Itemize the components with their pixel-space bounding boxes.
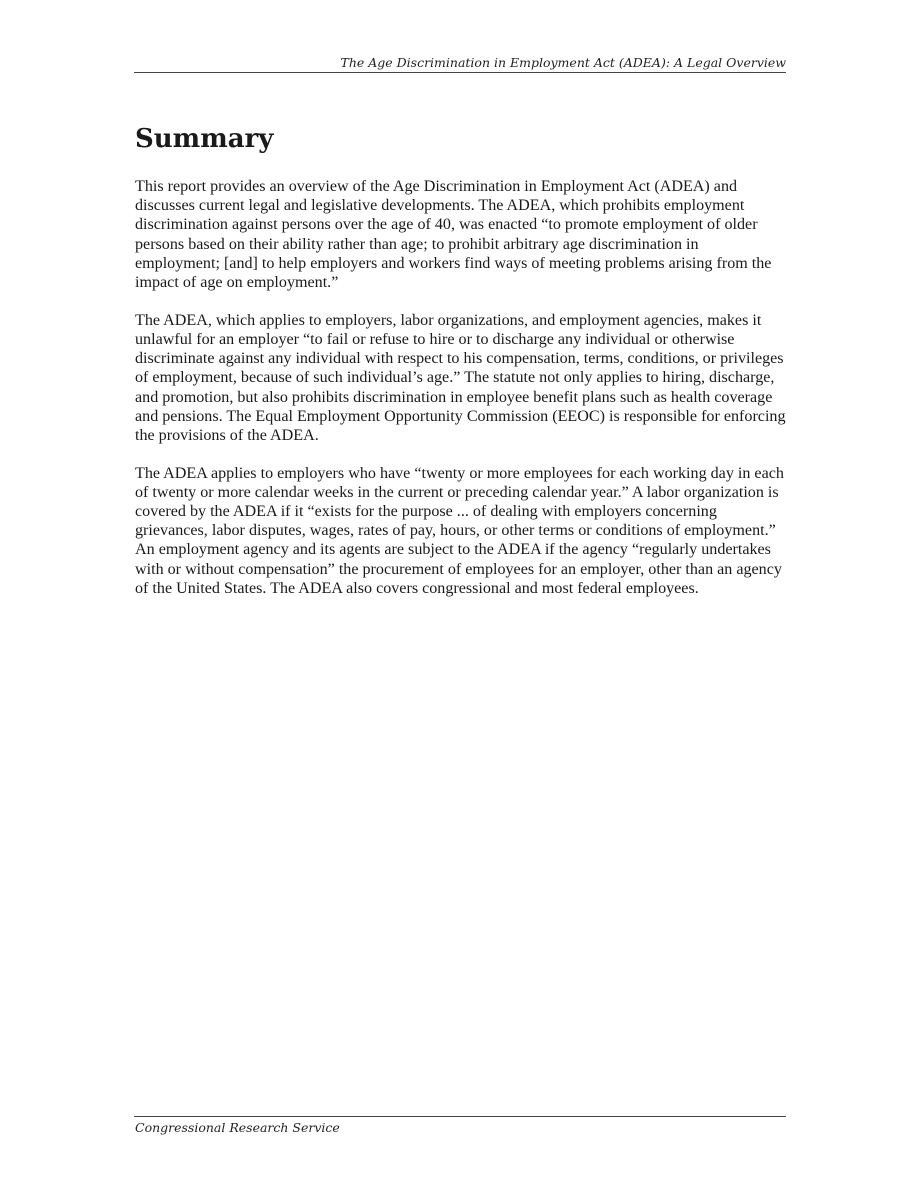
footer-source: Congressional Research Service xyxy=(135,1120,340,1135)
header-divider xyxy=(134,72,786,73)
paragraph-scope: The ADEA, which applies to employers, labor organizations, and employment agencies, makes it unlawful for an employer “to fail or refuse to hire or to discharge any individual or otherwise discriminate against any individual with respect to his compensation, terms, conditions, or privileges of employment, because of such individual’s age.” The statute not only applies to hiring, discharge, and promotion, but also prohibits discrimination in employee benefit plans such as health coverage and pensions. The Equal Employment Opportunity Commission (EEOC) is responsible for enforcing the provisions of the ADEA. xyxy=(135,311,786,444)
section-title: Summary xyxy=(135,124,274,154)
paragraph-overview: This report provides an overview of the Age Discrimination in Employment Act (ADEA) and discusses current legal and legislative developments. The ADEA, which prohibits employment discrimination against persons over the age of 40, was enacted “to promote employment of older persons based on their ability rather than age; to prohibit arbitrary age discrimination in employment; [and] to help employers and workers find ways of meeting problems arising from the impact of age on employment.” xyxy=(135,178,772,292)
paragraph-coverage: The ADEA applies to employers who have “twenty or more employees for each working day in each of twenty or more calendar weeks in the current or preceding calendar year.” A labor organization is covered by the ADEA if it “exists for the purpose ... of dealing with employers concerning grievances, labor disputes, wages, rates of pay, hours, or other terms or conditions of employment.” An employment agency and its agents are subject to the ADEA if the agency “regularly undertakes with or without compensation” the procurement of employees for an employer, other than an agency of the United States. The ADEA also covers congressional and most federal employees. xyxy=(135,464,784,597)
running-header-title: The Age Discrimination in Employment Act (ADEA): A Legal Overview xyxy=(340,55,786,70)
summary-body xyxy=(135,177,787,617)
footer-divider xyxy=(134,1116,786,1117)
